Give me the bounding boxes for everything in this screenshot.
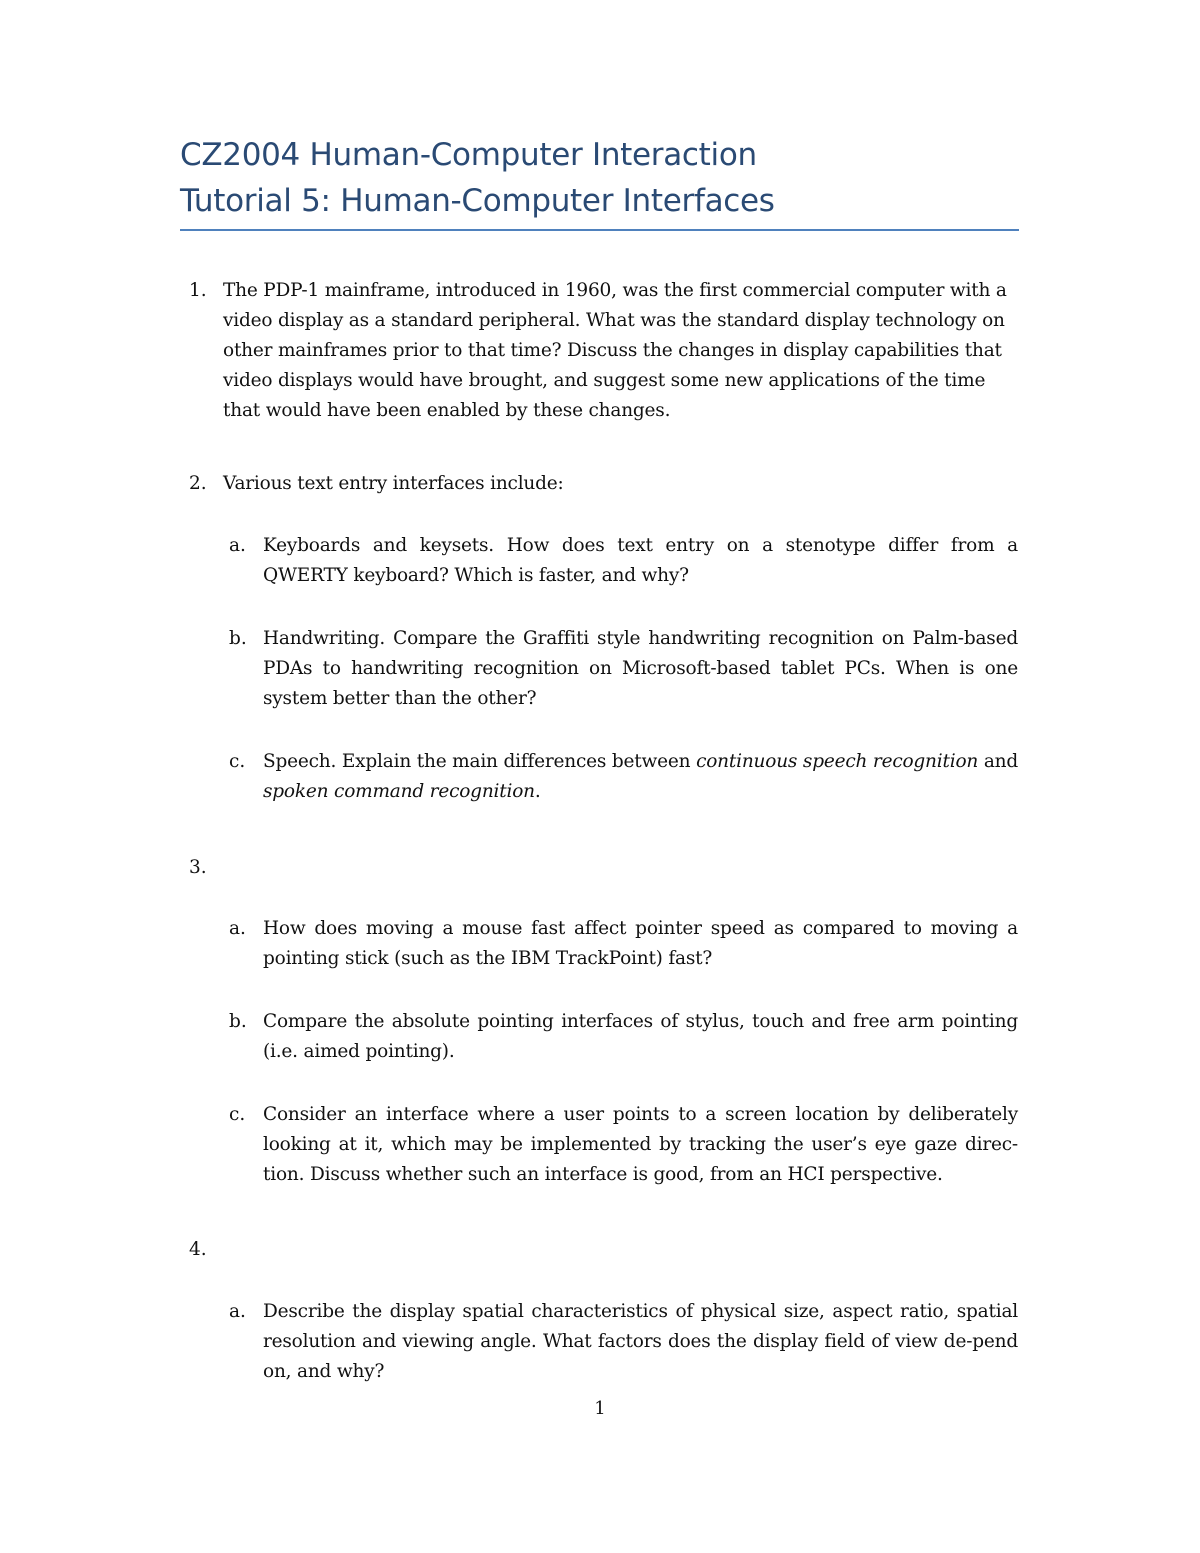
question-3b-letter: b. <box>229 1011 247 1032</box>
tutorial-title: Tutorial 5: Human-Computer Interfaces <box>180 183 775 219</box>
question-2b-letter: b. <box>229 628 247 649</box>
question-3c-letter: c. <box>229 1104 246 1125</box>
question-4a-text: Describe the display spatial characteristics of physical size, aspect ratio, spatial resolution and viewing angle. What factors does the display field of view de-pend on, and why? <box>263 1301 1018 1382</box>
spoken-command-term: spoken command recognition <box>263 781 535 802</box>
question-1-text: The PDP-1 mainframe, introduced in 1960, was the first commercial computer with a video display as a standard peripheral. What was the standard display technology on other mainframes prior to that time? Discuss the changes in display capabilities that video displays would have brought, and suggest some new applications of the time that would have been enabled by these changes. <box>223 280 1007 421</box>
question-2c-text-start: Speech. Explain the main differences between <box>263 751 697 772</box>
question-2c-text-end: . <box>534 781 541 802</box>
question-3a-letter: a. <box>229 918 246 939</box>
page-number: 1 <box>594 1398 606 1419</box>
question-1-number: 1. <box>189 280 207 301</box>
document-title <box>180 132 1020 224</box>
course-title: CZ2004 Human-Computer Interaction <box>180 137 757 173</box>
question-2b-text: Handwriting. Compare the Graffiti style handwriting recognition on Palm-based PDAs to handwriting recognition on Microsoft-based tablet PCs. When is one system better than the other? <box>263 628 1018 709</box>
question-2a-letter: a. <box>229 535 246 556</box>
question-4a-letter: a. <box>229 1301 246 1322</box>
question-3b-text: Compare the absolute pointing interfaces of stylus, touch and free arm pointing (i.e. aimed pointing). <box>263 1011 1018 1062</box>
question-2-number: 2. <box>189 473 207 494</box>
question-4-number: 4. <box>189 1239 207 1260</box>
question-2a-text: Keyboards and keysets. How does text entry on a stenotype differ from a QWERTY keyboard? Which is faster, and why? <box>263 535 1018 586</box>
title-underline <box>180 229 1019 231</box>
question-2c-text-middle: and <box>978 751 1019 772</box>
question-2c-letter: c. <box>229 751 246 772</box>
question-3c-text: Consider an interface where a user points to a screen location by deliberately looking at it, which may be implemented by tracking the user’s eye gaze direc-tion. Discuss whether such an interface is good, from an HCI perspective. <box>263 1104 1018 1185</box>
continuous-speech-term: continuous speech recognition <box>696 751 979 772</box>
question-3-number: 3. <box>189 857 207 878</box>
question-3a-text: How does moving a mouse fast affect pointer speed as compared to moving a pointing stick (such as the IBM TrackPoint) fast? <box>263 918 1018 969</box>
question-2c-text <box>263 747 1018 807</box>
question-2-text: Various text entry interfaces include: <box>223 473 564 494</box>
